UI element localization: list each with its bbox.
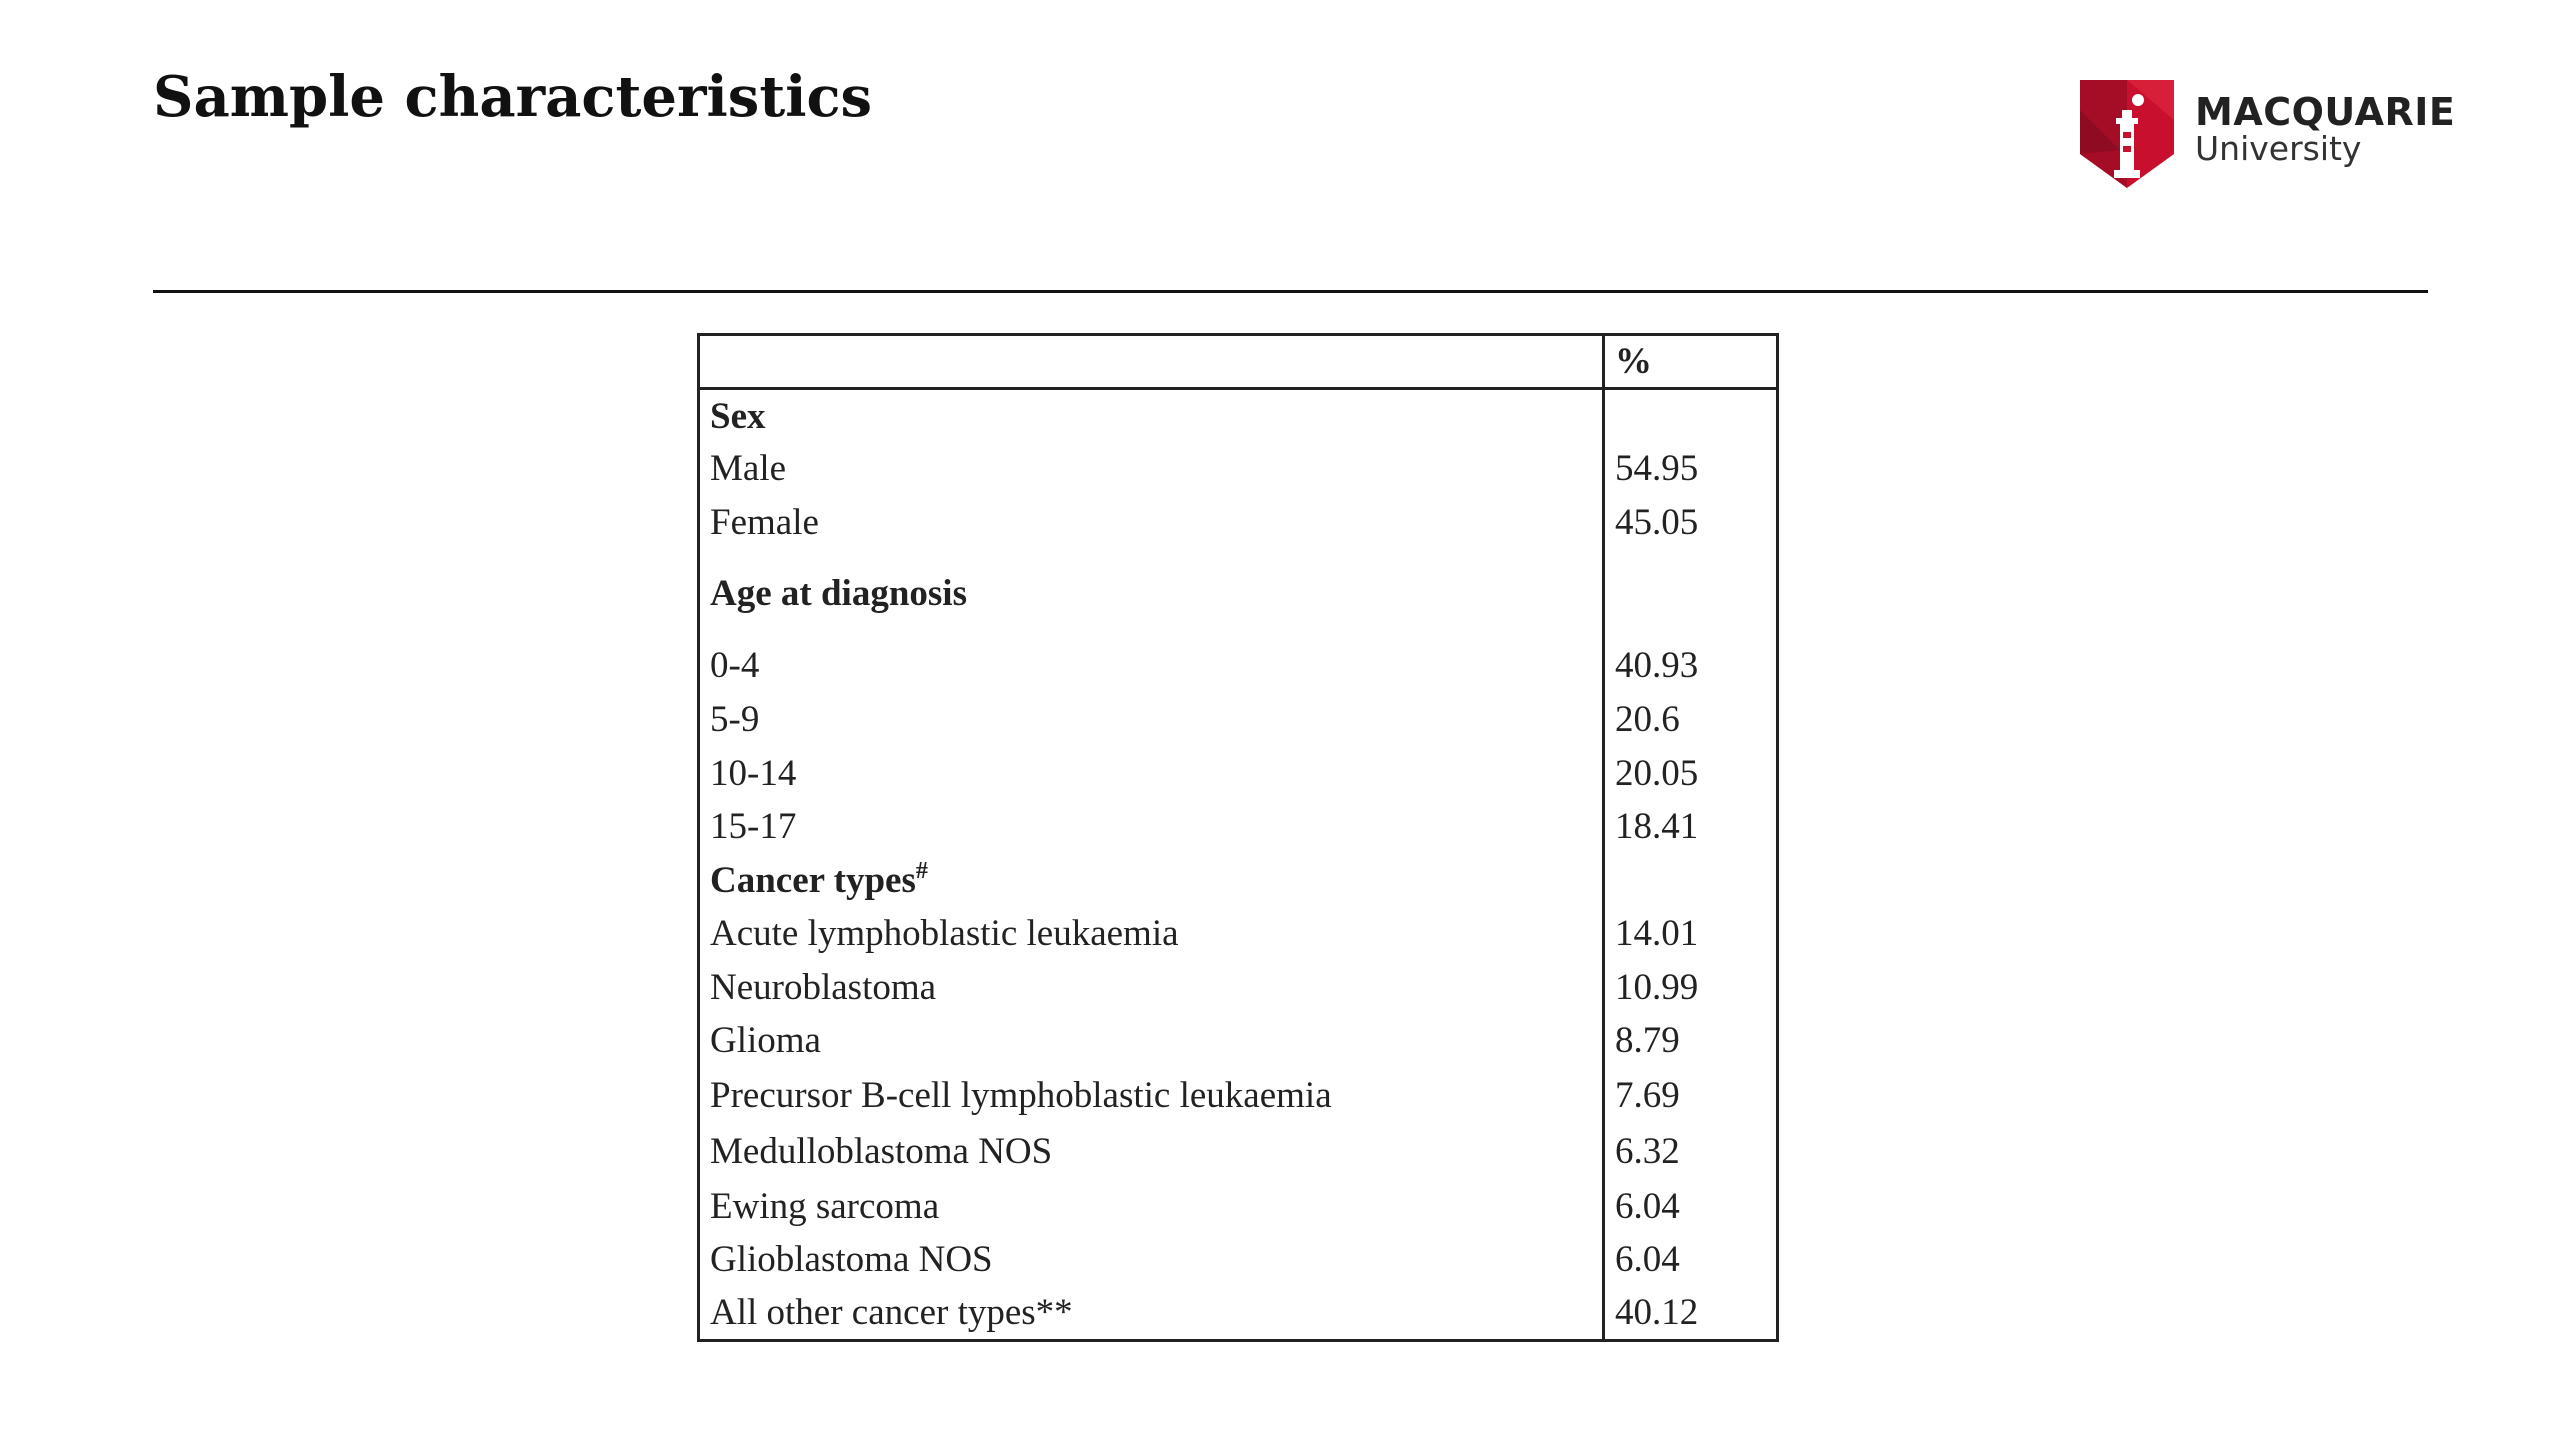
row-label: Glioma <box>699 1014 1604 1068</box>
section-heading-age: Age at diagnosis <box>699 549 1604 637</box>
row-label: 0-4 <box>699 637 1604 693</box>
row-label: 5-9 <box>699 693 1604 747</box>
section-heading-cancer-types <box>699 854 1604 908</box>
slide-title: Sample characteristics <box>153 64 873 130</box>
table-row <box>699 1233 1778 1287</box>
sample-characteristics-table <box>697 333 1776 1342</box>
row-value: 40.12 <box>1604 1287 1778 1341</box>
table-row <box>699 442 1778 496</box>
table-row <box>699 637 1778 693</box>
row-value: 18.41 <box>1604 800 1778 854</box>
section-value <box>1604 389 1778 443</box>
row-label: All other cancer types** <box>699 1287 1604 1341</box>
table-row <box>699 1068 1778 1124</box>
row-value: 40.93 <box>1604 637 1778 693</box>
table-row <box>699 1014 1778 1068</box>
header-label <box>699 335 1604 389</box>
table-row <box>699 1287 1778 1341</box>
section-value <box>1604 549 1778 637</box>
header-percent: % <box>1604 335 1778 389</box>
university-shield-icon <box>2080 80 2174 188</box>
macquarie-logo <box>2080 80 2456 190</box>
table-row <box>699 1124 1778 1180</box>
table-row <box>699 800 1778 854</box>
section-heading-text: Cancer types <box>710 860 916 902</box>
row-label: Neuroblastoma <box>699 961 1604 1015</box>
row-value: 6.32 <box>1604 1124 1778 1180</box>
footnote-mark: # <box>915 858 928 885</box>
row-value: 10.99 <box>1604 961 1778 1015</box>
row-label: Female <box>699 496 1604 550</box>
table-row <box>699 693 1778 747</box>
row-label: Ewing sarcoma <box>699 1180 1604 1234</box>
row-value: 6.04 <box>1604 1180 1778 1234</box>
section-heading-sex: Sex <box>699 389 1604 443</box>
row-value: 45.05 <box>1604 496 1778 550</box>
logo-wordmark: MACQUARIE <box>2195 90 2456 134</box>
row-value: 14.01 <box>1604 907 1778 961</box>
table-row <box>699 907 1778 961</box>
table-row <box>699 747 1778 801</box>
row-value: 20.05 <box>1604 747 1778 801</box>
row-value: 20.6 <box>1604 693 1778 747</box>
row-value: 7.69 <box>1604 1068 1778 1124</box>
table-header-row <box>699 335 1778 389</box>
row-value: 8.79 <box>1604 1014 1778 1068</box>
table-row <box>699 496 1778 550</box>
table-row <box>699 1180 1778 1234</box>
section-row <box>699 549 1778 637</box>
section-row <box>699 854 1778 908</box>
row-label: Precursor B-cell lymphoblastic leukaemia <box>699 1068 1604 1124</box>
table-row <box>699 961 1778 1015</box>
row-value: 6.04 <box>1604 1233 1778 1287</box>
row-label: 10-14 <box>699 747 1604 801</box>
row-label: Medulloblastoma NOS <box>699 1124 1604 1180</box>
section-row <box>699 389 1778 443</box>
row-label: 15-17 <box>699 800 1604 854</box>
section-value <box>1604 854 1778 908</box>
logo-subtitle: University <box>2195 129 2362 168</box>
row-label: Acute lymphoblastic leukaemia <box>699 907 1604 961</box>
row-value: 54.95 <box>1604 442 1778 496</box>
row-label: Male <box>699 442 1604 496</box>
row-label: Glioblastoma NOS <box>699 1233 1604 1287</box>
title-divider <box>153 290 2428 293</box>
